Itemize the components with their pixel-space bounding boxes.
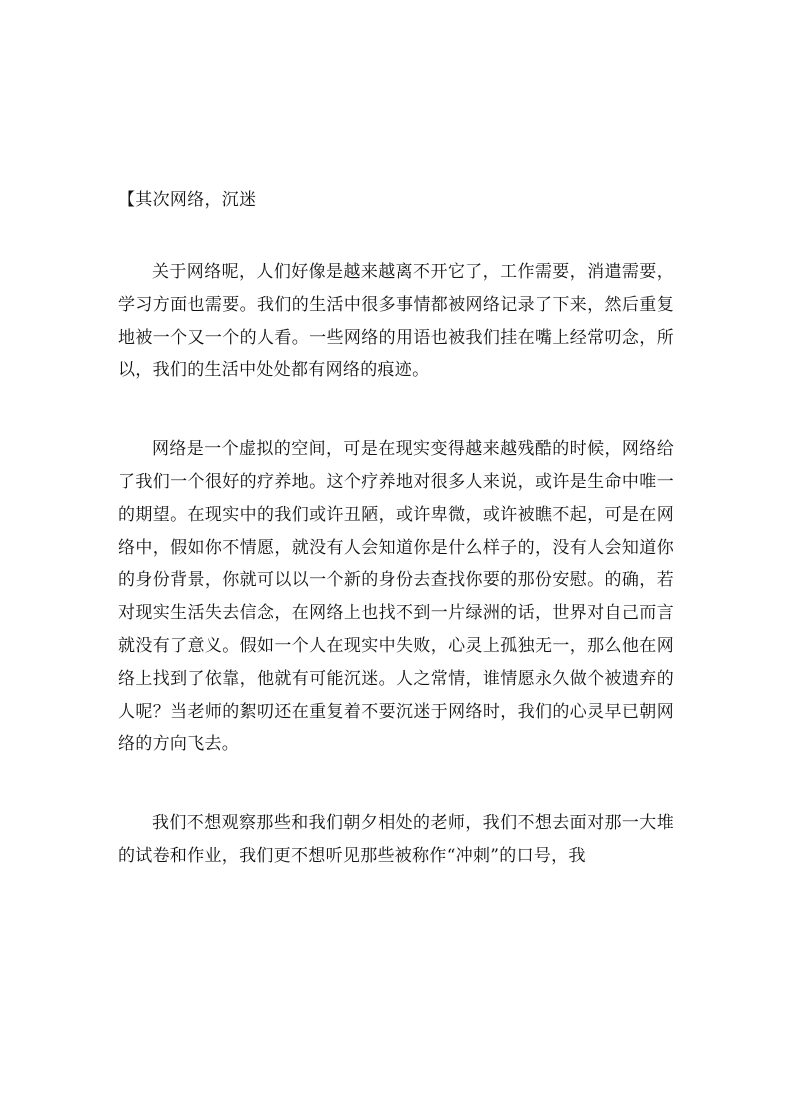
document-title: 【其次网络，沉迷 <box>118 190 257 210</box>
paragraph-1: 关于网络呢，人们好像是越来越离不开它了，工作需要，消遣需要，学习方面也需要。我们的生活中很多事情都被网络记录了下来，然后重复地被一个又一个的人看。一些网络的用语也被我们挂在嘴上经常叨念，所以，我们的生活中处处都有网络的痕迹。 <box>118 262 674 381</box>
paragraph-3: 我们不想观察那些和我们朝夕相处的老师，我们不想去面对那一大堆的试卷和作业，我们更不想听见那些被称作“冲刺”的口号，我 <box>118 813 674 866</box>
document-page <box>118 184 674 919</box>
paragraph-2: 网络是一个虚拟的空间，可是在现实变得越来越残酷的时候，网络给了我们一个很好的疗养地。这个疗养地对很多人来说，或许是生命中唯一的期望。在现实中的我们或许丑陋，或许卑微，或许被瞧不起，可是在网络中，假如你不情愿，就没有人会知道你是什么样子的，没有人会知道你的身份背景，你就可以以一个新的身份去查找你要的那份安慰。的确，若对现实生活失去信念，在网络上也找不到一片绿洲的话，世界对自己而言就没有了意义。假如一个人在现实中失败，心灵上孤独无一，那么他在网络上找到了依靠，他就有可能沉迷。人之常情，谁情愿永久做个被遗弃的人呢？当老师的絮叨还在重复着不要沉迷于网络时，我们的心灵早已朝网络的方向飞去。 <box>118 439 674 755</box>
